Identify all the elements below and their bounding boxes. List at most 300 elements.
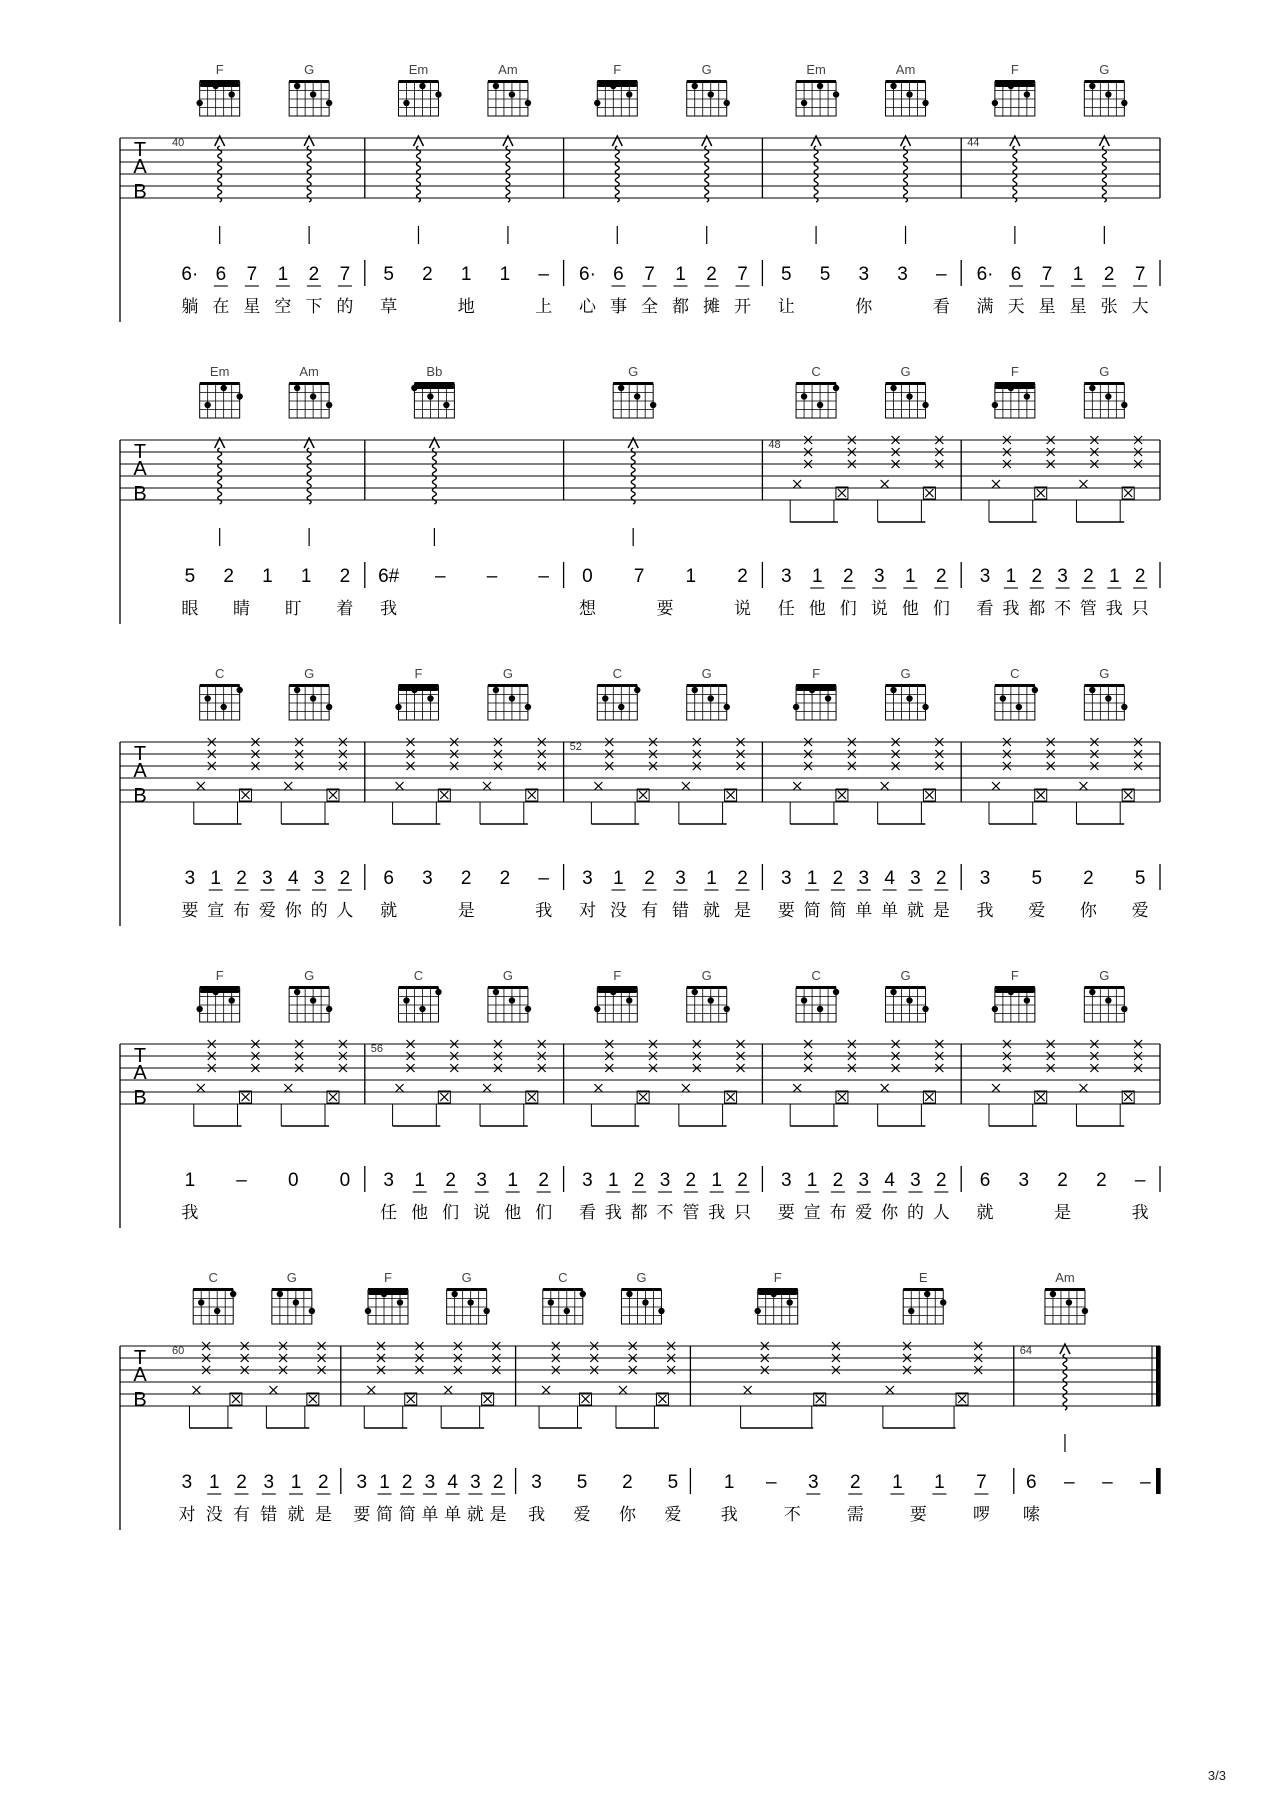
chord-dot — [817, 1006, 823, 1012]
lyric-char: 都 — [671, 297, 689, 317]
jianpu-note: 3 — [910, 868, 921, 889]
chord-name: C — [413, 968, 424, 983]
chord-name: G — [1099, 666, 1110, 681]
jianpu-note: 1 — [1072, 264, 1084, 285]
chord-name: C — [208, 1270, 218, 1285]
lyric-char: 任 — [380, 1203, 398, 1223]
lyric-char: 你 — [284, 901, 302, 921]
chord-dot — [580, 1291, 586, 1297]
jianpu-note: 3 — [424, 1472, 436, 1493]
lyric-char: 要 — [181, 901, 199, 921]
jianpu-note: 2 — [445, 1170, 456, 1191]
final-barline — [1156, 1468, 1160, 1494]
jianpu-note: 3 — [313, 868, 325, 889]
jianpu-note: 3 — [582, 1170, 593, 1191]
chord-name: G — [461, 1270, 472, 1285]
chord-dot — [906, 997, 912, 1003]
chord-name: Am — [895, 62, 916, 77]
measure — [181, 364, 364, 619]
chord-dot — [509, 91, 515, 97]
jianpu-note: 2 — [737, 868, 748, 889]
strum-arrowhead — [628, 438, 638, 448]
lyric-char: 爱 — [1131, 901, 1149, 921]
lyric-char: 简 — [376, 1505, 393, 1525]
lyric-char: 们 — [535, 1203, 553, 1223]
jianpu-note: 1 — [934, 1472, 945, 1493]
measure — [181, 968, 364, 1223]
lyric-char: 要 — [777, 901, 795, 921]
chord-dot — [228, 91, 234, 97]
jianpu-note: 3 — [582, 868, 593, 889]
chord-name: F — [773, 1270, 782, 1285]
chord-dot — [467, 1299, 473, 1305]
measure — [768, 364, 961, 619]
tab-clef-b: B — [133, 785, 147, 807]
jianpu-note: 5 — [383, 264, 394, 285]
tab-clef-t: T — [133, 139, 147, 161]
lyric-char: 是 — [457, 901, 475, 921]
chord-dot — [326, 1006, 332, 1012]
chord-nut — [200, 986, 240, 989]
chord-dot — [801, 997, 807, 1003]
chord-dot — [427, 393, 433, 399]
lyric-char: 都 — [630, 1203, 648, 1223]
jianpu-note: 1 — [507, 1170, 518, 1191]
lyric-char: 就 — [976, 1203, 994, 1223]
chord-dot — [493, 83, 499, 89]
jianpu-note: 6 — [1010, 264, 1022, 285]
chord-dot — [294, 687, 300, 693]
jianpu-note: 2 — [460, 868, 472, 889]
lyric-char: 看 — [932, 297, 950, 317]
chord-nut — [398, 80, 438, 83]
strum-arrowhead — [1010, 136, 1020, 146]
chord-dot — [1121, 704, 1127, 710]
measure — [721, 1270, 1014, 1525]
lyric-char: 我 — [181, 1203, 199, 1223]
lyric-char: 需 — [846, 1505, 864, 1525]
jianpu-note: 3 — [979, 566, 991, 587]
tab-system — [120, 364, 1160, 624]
chord-dot — [708, 997, 714, 1003]
chord-dot — [1024, 997, 1030, 1003]
chord-barre — [368, 1291, 408, 1295]
chord-barre — [200, 83, 240, 87]
chord-dot — [787, 1299, 793, 1305]
lyric-char: 们 — [839, 599, 857, 619]
chord-dot — [493, 687, 499, 693]
jianpu-note: 6 — [383, 868, 394, 889]
jianpu-note: – — [1134, 1170, 1146, 1191]
jianpu-note: 4 — [884, 1170, 895, 1191]
chord-dot — [833, 91, 839, 97]
chord-dot — [1016, 704, 1022, 710]
jianpu-note: 2 — [1096, 1170, 1107, 1191]
measure-number: 40 — [172, 137, 185, 149]
chord-dot — [277, 1291, 283, 1297]
chord-nut — [368, 1288, 408, 1291]
chord-dot — [1089, 989, 1095, 995]
chord-name: G — [502, 968, 513, 983]
jianpu-note: 7 — [246, 264, 258, 285]
lyric-char: 我 — [976, 901, 994, 921]
chord-dot — [204, 695, 210, 701]
chord-name: Am — [299, 364, 319, 379]
chord-dot — [801, 100, 807, 106]
jianpu-note: 7 — [644, 264, 655, 285]
chord-name: C — [811, 364, 821, 379]
chord-nut — [200, 80, 240, 83]
chord-dot — [992, 1006, 998, 1012]
jianpu-note: 2 — [499, 868, 511, 889]
chord-dot — [1121, 1006, 1127, 1012]
lyric-char: 是 — [932, 901, 950, 921]
jianpu-note: 3 — [383, 1170, 394, 1191]
jianpu-note: – — [936, 264, 947, 285]
chord-dot — [724, 704, 730, 710]
page-number: 3/3 — [1207, 1768, 1226, 1783]
chord-name: G — [1099, 364, 1110, 379]
lyric-char: 我 — [380, 599, 398, 619]
jianpu-note: 2 — [1057, 1170, 1068, 1191]
chord-dot — [196, 100, 202, 106]
chord-barre — [597, 989, 637, 993]
chord-dot — [310, 997, 316, 1003]
chord-dot — [626, 91, 632, 97]
lyric-char: 要 — [909, 1505, 927, 1525]
chord-dot — [326, 100, 332, 106]
lyric-char: 单 — [881, 901, 899, 921]
chord-dot — [1121, 402, 1127, 408]
chord-dot — [634, 393, 640, 399]
jianpu-note: – — [435, 566, 446, 587]
chord-dot — [204, 402, 210, 408]
jianpu-note: 0 — [582, 566, 593, 587]
jianpu-note: 1 — [1108, 566, 1120, 587]
lyric-char: 对 — [578, 901, 596, 921]
chord-dot — [890, 989, 896, 995]
jianpu-note: 6 — [1026, 1472, 1037, 1493]
jianpu-note: 2 — [223, 566, 234, 587]
jianpu-note: 5 — [1031, 868, 1043, 889]
chord-barre — [414, 385, 454, 389]
measure — [778, 968, 961, 1223]
lyric-char: 不 — [1054, 599, 1072, 619]
lyric-char: 说 — [473, 1203, 491, 1223]
measure — [353, 1270, 515, 1525]
lyric-char: 我 — [1002, 599, 1020, 619]
lyric-char: 就 — [703, 901, 721, 921]
chord-dot — [1105, 695, 1111, 701]
jianpu-note: 3 — [1057, 566, 1068, 587]
jianpu-note: 0 — [287, 1170, 299, 1191]
chord-name: F — [215, 62, 224, 77]
chord-dot — [906, 91, 912, 97]
chord-nut — [796, 684, 836, 687]
chord-dot — [196, 1006, 202, 1012]
jianpu-note: 6 — [215, 264, 227, 285]
lyric-char: 要 — [353, 1505, 371, 1525]
lyric-char: 爱 — [1028, 901, 1046, 921]
measure — [371, 968, 564, 1223]
jianpu-note: 1 — [706, 868, 717, 889]
jianpu-note: 2 — [1083, 566, 1094, 587]
lyric-char: 不 — [656, 1203, 674, 1223]
measure — [579, 62, 762, 317]
chord-nut — [398, 684, 438, 687]
chord-name: G — [701, 62, 712, 77]
jianpu-note: 1 — [499, 264, 511, 285]
chord-name: C — [214, 666, 225, 681]
chord-name: G — [286, 1270, 297, 1285]
strum-arrowhead — [811, 136, 821, 146]
lyric-char: 事 — [609, 297, 627, 317]
chord-name: E — [918, 1270, 928, 1285]
chord-nut — [193, 1288, 233, 1291]
jianpu-note: 2 — [1134, 566, 1146, 587]
tab-clef-a: A — [133, 1062, 147, 1084]
measure — [181, 666, 364, 921]
chord-dot — [509, 997, 515, 1003]
jianpu-note: 7 — [633, 566, 645, 587]
jianpu-note: 2 — [737, 566, 748, 587]
chord-dot — [525, 100, 531, 106]
jianpu-note: 2 — [685, 1170, 697, 1191]
chord-dot — [294, 83, 300, 89]
chord-dot — [906, 695, 912, 701]
chord-dot — [214, 1308, 220, 1314]
jianpu-note: 2 — [339, 566, 351, 587]
lyric-char: 的 — [336, 297, 354, 317]
strum-arrowhead — [215, 136, 225, 146]
lyric-char: 就 — [906, 901, 924, 921]
chord-nut — [1084, 986, 1124, 989]
lyric-char: 只 — [1131, 599, 1149, 619]
chord-dot — [1032, 687, 1038, 693]
tab-clef-t: T — [133, 743, 147, 765]
chord-dot — [525, 704, 531, 710]
lyric-char: 是 — [1054, 1203, 1072, 1223]
chord-dot — [602, 695, 608, 701]
chord-name: F — [613, 968, 622, 983]
lyric-char: 人 — [932, 1203, 950, 1223]
chord-name: Am — [1055, 1270, 1075, 1285]
jianpu-note: 2 — [1083, 868, 1094, 889]
lyric-char: 你 — [1079, 901, 1097, 921]
chord-name: F — [613, 62, 622, 77]
lyric-char: 任 — [777, 599, 795, 619]
lyric-char: 就 — [380, 901, 398, 921]
jianpu-note: 1 — [685, 566, 697, 587]
tab-clef-t: T — [133, 1347, 147, 1369]
jianpu-note: 1 — [414, 1170, 425, 1191]
lyric-char: 地 — [457, 297, 475, 317]
lyric-char: 宣 — [207, 901, 225, 921]
tab-clef-b: B — [133, 483, 147, 505]
chord-nut — [995, 382, 1035, 385]
measure — [579, 364, 762, 619]
jianpu-note: 2 — [936, 566, 947, 587]
chord-name: G — [304, 968, 315, 983]
chord-nut — [1084, 684, 1124, 687]
lyric-char: 他 — [411, 1203, 429, 1223]
jianpu-note: 2 — [236, 868, 247, 889]
jianpu-note: 2 — [339, 868, 351, 889]
chord-barre — [995, 385, 1035, 389]
lyric-char: 都 — [1028, 599, 1046, 619]
lyric-char: 眼 — [181, 599, 199, 619]
jianpu-note: 2 — [842, 566, 854, 587]
chord-dot — [922, 704, 928, 710]
lyric-char: 星 — [243, 297, 261, 317]
measure — [378, 364, 564, 619]
chord-dot — [1066, 1299, 1072, 1305]
chord-dot — [220, 385, 226, 391]
lyric-char: 简 — [829, 901, 847, 921]
chord-nut — [597, 986, 637, 989]
measure-number: 52 — [569, 741, 582, 753]
lyric-char: 的 — [906, 1203, 924, 1223]
measure — [977, 364, 1160, 619]
lyric-char: 全 — [640, 297, 658, 317]
chord-name: Bb — [426, 364, 443, 379]
strum-arrowhead — [413, 136, 423, 146]
tab-clef-a: A — [133, 760, 147, 782]
chord-nut — [488, 684, 528, 687]
jianpu-note: 2 — [936, 868, 947, 889]
chord-dot — [1105, 997, 1111, 1003]
lyric-char: 我 — [1105, 599, 1123, 619]
jianpu-note: 3 — [858, 1170, 870, 1191]
jianpu-note: 1 — [711, 1170, 722, 1191]
jianpu-note: 2 — [318, 1472, 329, 1493]
lyric-char: 摊 — [703, 297, 721, 317]
lyric-char: 没 — [609, 901, 627, 921]
lyric-char: 不 — [783, 1505, 801, 1525]
lyric-char: 说 — [870, 599, 888, 619]
chord-dot — [1050, 1291, 1056, 1297]
jianpu-note: 6· — [181, 264, 199, 285]
lyric-char: 空 — [274, 297, 292, 317]
jianpu-note: 2 — [1031, 566, 1043, 587]
lyric-char: 们 — [932, 599, 950, 619]
chord-dot — [940, 1299, 946, 1305]
chord-name: G — [628, 364, 639, 379]
chord-dot — [294, 385, 300, 391]
chord-nut — [597, 80, 637, 83]
lyric-char: 人 — [336, 901, 354, 921]
jianpu-note: 7 — [737, 264, 748, 285]
chord-name: F — [1010, 62, 1019, 77]
jianpu-note: 6· — [579, 264, 596, 285]
chord-dot — [642, 1299, 648, 1305]
lyric-char: 单 — [855, 901, 873, 921]
lyric-char: 有 — [640, 901, 658, 921]
lyric-char: 想 — [578, 599, 596, 619]
chord-dot — [451, 1291, 457, 1297]
chord-dot — [755, 1308, 761, 1314]
chord-dot — [890, 83, 896, 89]
chord-nut — [289, 986, 329, 989]
chord-dot — [992, 100, 998, 106]
measure — [570, 666, 763, 921]
jianpu-note: 4 — [287, 868, 299, 889]
chord-nut — [995, 684, 1035, 687]
lyric-char: 你 — [881, 1203, 899, 1223]
measure-number: 64 — [1019, 1345, 1033, 1357]
lyric-char: 布 — [233, 901, 251, 921]
chord-dot — [658, 1308, 664, 1314]
chord-nut — [621, 1288, 661, 1291]
strum-arrowhead — [1099, 136, 1109, 146]
jianpu-note: 3 — [780, 1170, 792, 1191]
strum-arrowhead — [702, 136, 712, 146]
lyric-char: 草 — [380, 297, 398, 317]
lyric-char: 盯 — [284, 599, 302, 619]
chord-nut — [995, 80, 1035, 83]
lyric-char: 的 — [310, 901, 328, 921]
chord-name: F — [812, 666, 821, 681]
chord-dot — [1105, 393, 1111, 399]
chord-dot — [724, 100, 730, 106]
chord-dot — [435, 91, 441, 97]
chord-dot — [365, 1308, 371, 1314]
chord-nut — [289, 382, 329, 385]
chord-dot — [890, 385, 896, 391]
jianpu-note: 3 — [263, 1472, 275, 1493]
chord-dot — [509, 695, 515, 701]
lyric-char: 简 — [398, 1505, 416, 1525]
lyric-char: 说 — [734, 599, 752, 619]
chord-name: Am — [498, 62, 518, 77]
strum-arrowhead — [901, 136, 911, 146]
chord-nut — [796, 80, 836, 83]
chord-dot — [236, 687, 242, 693]
chord-nut — [398, 986, 438, 989]
chord-nut — [886, 382, 926, 385]
chord-name: G — [900, 968, 911, 983]
jianpu-note: 1 — [608, 1170, 619, 1191]
chord-nut — [758, 1288, 798, 1291]
chord-dot — [198, 1299, 204, 1305]
chord-dot — [310, 91, 316, 97]
jianpu-note: 1 — [723, 1472, 735, 1493]
chord-dot — [309, 1308, 315, 1314]
lyric-char: 你 — [618, 1505, 636, 1525]
jianpu-note: 2 — [936, 1170, 947, 1191]
lyric-char: 对 — [178, 1505, 196, 1525]
chord-dot — [724, 1006, 730, 1012]
jianpu-note: 3 — [181, 1472, 193, 1493]
chord-nut — [796, 382, 836, 385]
chord-nut — [1084, 80, 1124, 83]
jianpu-note: 3 — [780, 566, 792, 587]
chord-dot — [833, 989, 839, 995]
chord-barre — [398, 687, 438, 691]
final-barline — [1156, 1346, 1160, 1406]
jianpu-note: 3 — [356, 1472, 368, 1493]
tab-clef-t: T — [133, 441, 147, 463]
measure-number: 44 — [967, 137, 980, 149]
jianpu-note: 6# — [378, 566, 400, 587]
jianpu-note: – — [1064, 1472, 1075, 1493]
chord-dot — [443, 402, 449, 408]
chord-barre — [597, 83, 637, 87]
chord-name: C — [612, 666, 622, 681]
jianpu-note: 4 — [447, 1472, 458, 1493]
tab-clef-b: B — [133, 1389, 147, 1411]
lyric-char: 错 — [260, 1505, 278, 1525]
